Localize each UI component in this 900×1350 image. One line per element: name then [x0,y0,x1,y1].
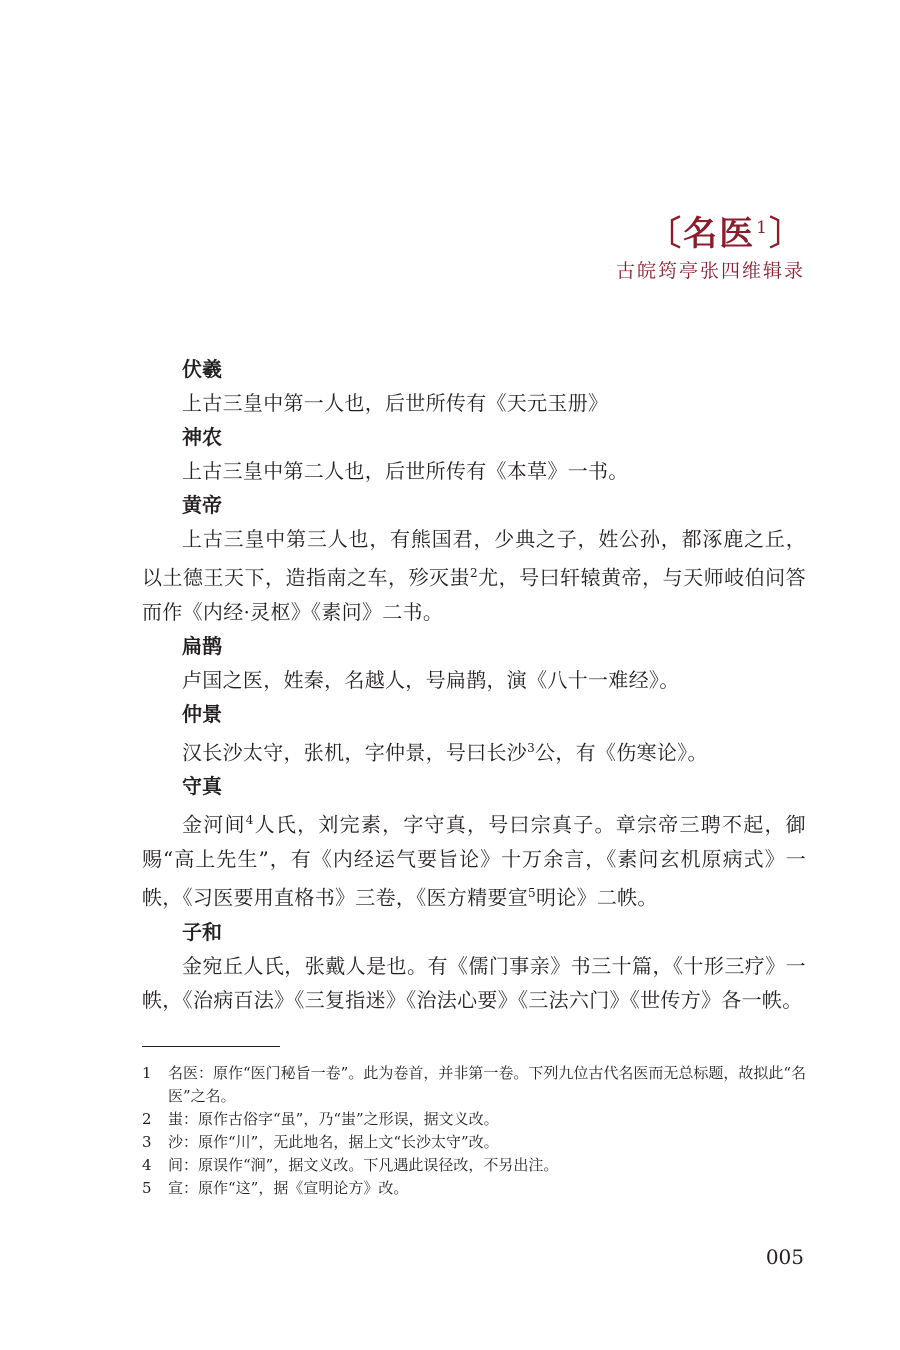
entry-body [142,731,806,770]
title-footnote-ref: 1 [756,217,769,238]
chapter-subtitle: 古皖筠亭张四维辑录 [615,260,805,282]
entry-text: 公，有《伤寒论》。 [535,740,708,765]
entry-text: 汉长沙太守，张机，字仲景，号曰长沙 [182,740,528,765]
entry-body [142,803,806,914]
footnote [142,1108,806,1131]
footnote [142,1131,806,1154]
title-bracket-open: 〔 [647,214,684,254]
entry-body [142,386,806,420]
entry [142,915,806,1017]
entry-heading: 伏羲 [182,357,222,381]
entry-text: 上古三皇中第一人也，后世所传有《天元玉册》 [182,391,609,415]
footnote-number: 3 [142,1133,152,1151]
footnote-text: 蚩：原作古俗字“虽”，乃“蚩”之形误，据文义改。 [168,1110,499,1128]
entry-body [142,454,806,488]
entry-heading: 扁鹊 [182,633,222,658]
entry-heading: 守真 [182,774,222,799]
footnote-divider [142,1046,280,1047]
footnote-number: 4 [142,1156,152,1174]
footnote-text: 间：原误作“涧”，据文义改。下凡遇此误径改，不另出注。 [168,1156,559,1174]
entry-body [142,522,806,629]
chapter-title [647,206,805,255]
entry [142,769,806,914]
footnote-text: 宣：原作“这”，据《宣明论方》改。 [168,1179,409,1197]
entry-heading: 仲景 [182,701,222,726]
entry-text: 金河间 [182,812,246,837]
title-text: 名医 [683,214,756,254]
entry-text: 金宛丘人氏，张戴人是也。有《儒门事亲》书三十篇，《十形三疗》一帙，《治病百法》《三复指迷》《治法心要》《三法六门》《世传方》各一帙。 [142,953,806,1012]
entry [142,697,806,770]
title-bracket-close: 〕 [769,214,805,254]
entry-heading: 黄帝 [182,493,222,517]
entry [142,629,806,697]
entry-text: 尤，号曰轩辕黄帝，与天师岐伯问答而作《内经·灵枢》《素问》二书。 [142,565,806,624]
footnote-text: 名医：原作“医门秘旨一卷”。此为卷首，并非第一卷。下列九位古代名医而无总标题，故拟此“名医”之名。 [168,1064,807,1105]
entry-list [142,352,806,1017]
footnote-ref: 4 [245,813,254,828]
footnote-ref: 3 [527,740,536,755]
entry [142,352,806,420]
footnote [142,1177,806,1200]
page-number: 005 [765,1245,804,1269]
entry-text: 卢国之医，姓秦，名越人，号扁鹊，演《八十一难经》。 [182,667,680,692]
footnote-number: 2 [142,1110,152,1128]
footnote-list [142,1062,806,1200]
entry-heading: 子和 [182,919,222,944]
entry [142,420,806,488]
entry-text: 明论》二帙。 [535,885,658,910]
footnote [142,1062,806,1108]
footnote [142,1154,806,1177]
entry-text: 上古三皇中第三人也，有熊国君，少典之子，姓公孙，都涿鹿之丘，以土德王天下，造指南之车，殄灭蚩 [142,527,806,590]
entry [142,488,806,629]
entry-heading: 神农 [182,425,222,449]
footnote-ref: 2 [470,566,478,580]
entry-text: 人氏，刘完素，字守真，号曰宗真子。章宗帝三聘不起，御赐“高上先生”，有《内经运气要旨论》十万余言，《素问玄机原病式》一帙，《习医要用直格书》三卷，《医方精要宣 [142,812,806,910]
footnote-number: 5 [142,1179,152,1197]
footnote-ref: 5 [528,885,536,900]
footnote-number: 1 [142,1064,152,1082]
entry-text: 上古三皇中第二人也，后世所传有《本草》一书。 [182,459,629,483]
entry-body [142,663,806,697]
footnote-text: 沙：原作“川”，无此地名，据上文“长沙太守”改。 [168,1133,499,1151]
entry-body [142,949,806,1017]
